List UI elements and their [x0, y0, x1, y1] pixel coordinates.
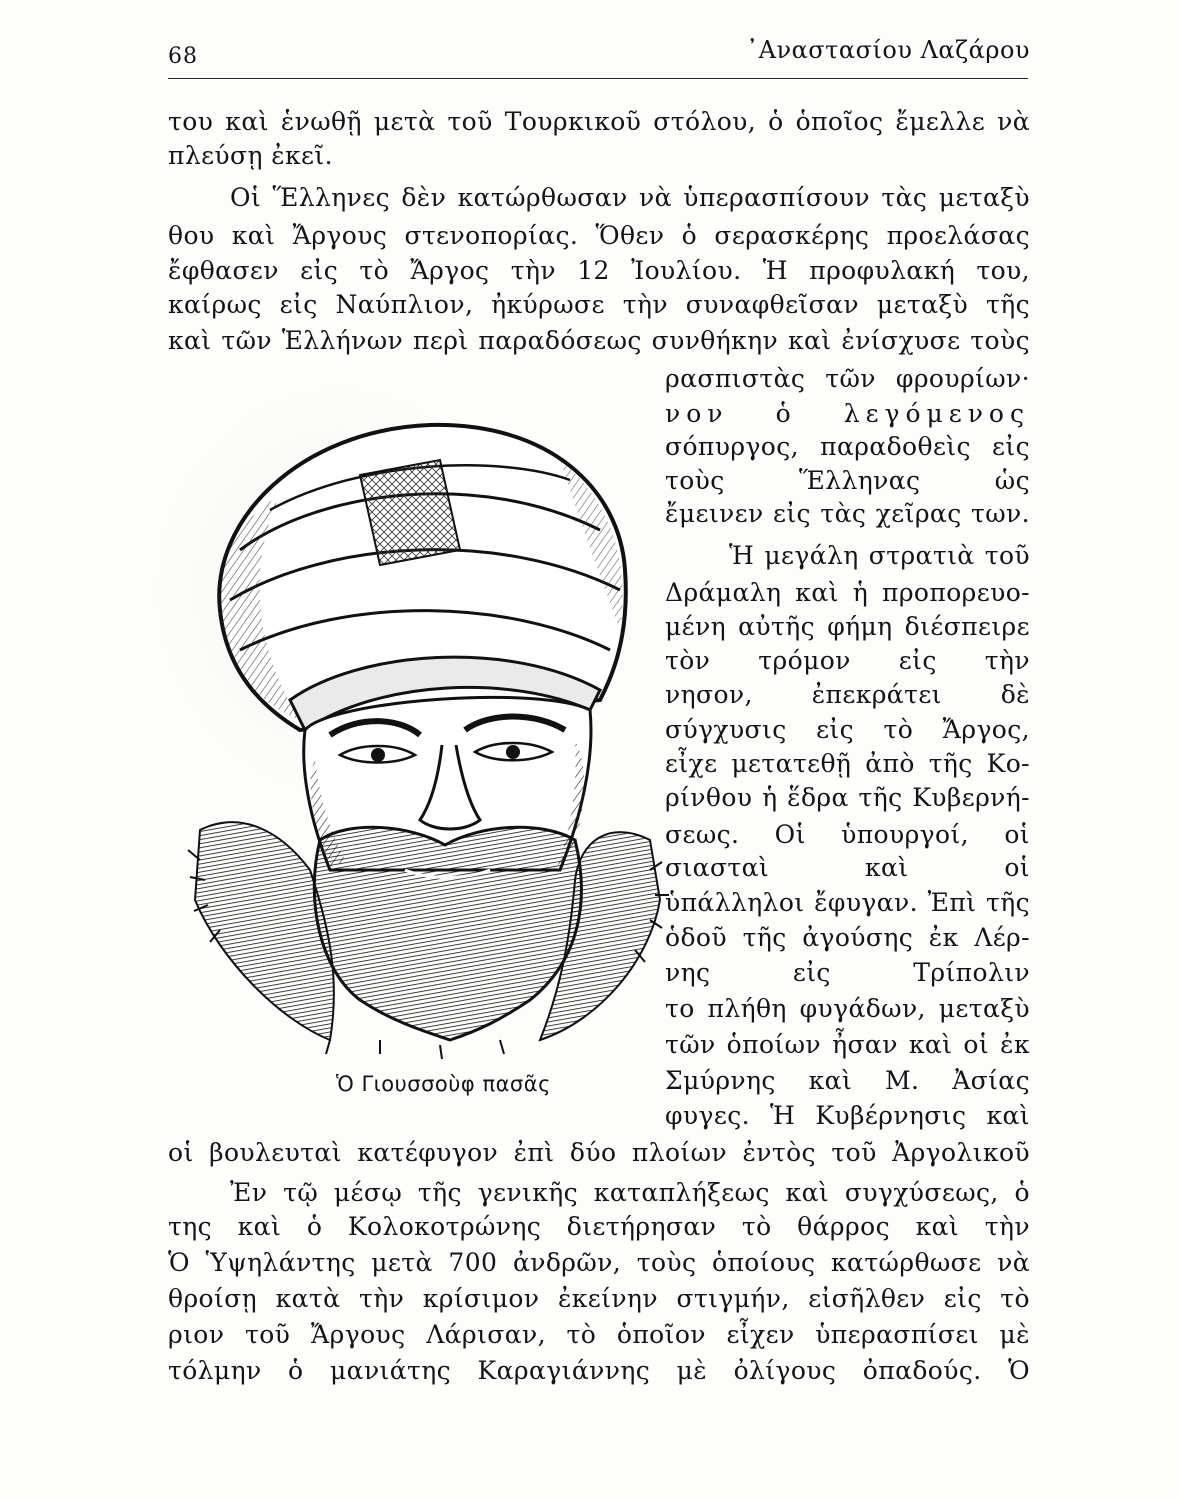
body-line: του καὶ ἑνωθῇ μετὰ τοῦ Τουρκικοῦ στόλου, ὁ ὁποῖος ἔμελλε νὰ [168, 107, 1030, 136]
body-line: τὸν τρόμον εἰς τὴν [665, 646, 1030, 675]
body-line: ρασπιστὰς τῶν φρουρίων· [665, 364, 1030, 393]
body-line: ὑπάλληλοι ἔφυγαν. Ἐπὶ τῆς [665, 888, 1030, 917]
body-line: σιασταὶ καὶ οἱ [665, 853, 1030, 882]
body-line: τόλμην ὁ μανιάτης Καραγιάννης μὲ ὀλίγους ὀπαδούς. Ὁ [168, 1356, 1030, 1385]
body-line: θροίσῃ κατὰ τὴν κρίσιμον ἐκείνην στιγμήν, εἰσῆλθεν εἰς τὸ [168, 1284, 1030, 1313]
body-line: ὁδοῦ τῆς ἀγούσης ἐκ Λέρ- [665, 923, 1030, 952]
body-line: τοὺς Ἕλληνας ὡς [665, 466, 1030, 495]
body-line: τῶν ὁποίων ἦσαν καὶ οἱ ἐκ [665, 1030, 1030, 1059]
body-line: ἔμεινεν εἰς τὰς χεῖρας των. [665, 499, 1030, 528]
turbaned-portrait-icon [180, 400, 670, 1060]
body-line: Ἐν τῷ μέσῳ τῆς γενικῆς καταπλήξεως καὶ συγχύσεως, ὁ [230, 1178, 1030, 1207]
body-line: σεως. Οἱ ὑπουργοί, οἱ [665, 820, 1030, 849]
body-line: ρίνθου ἡ ἕδρα τῆς Κυβερνή- [665, 783, 1030, 812]
page-number: 68 [168, 44, 198, 69]
body-line: σόπυργος, παραδοθεὶς εἰς [665, 432, 1030, 461]
body-line: Δράμαλη καὶ ἡ προπορευο- [665, 578, 1030, 607]
body-line: πλεύσῃ ἐκεῖ. [168, 141, 333, 170]
body-line: νον ὁ λεγόμενος [665, 399, 1030, 428]
body-line: το πλήθη φυγάδων, μεταξὺ [665, 994, 1030, 1023]
figure-caption: Ὁ Γιουσσοὺφ πασᾶς [336, 1072, 551, 1096]
body-line: εἶχε μετατεθῇ ἀπὸ τῆς Κο- [665, 749, 1030, 778]
body-line: ριον τοῦ Ἄργους Λάρισαν, τὸ ὁποῖον εἶχεν ὑπερασπίσει μὲ [168, 1320, 1030, 1349]
body-line: μένη αὐτῆς φήμη διέσπειρε [665, 612, 1030, 641]
body-line: της καὶ ὁ Κολοκοτρώνης διετήρησαν τὸ θάρρος καὶ τὴν [168, 1212, 1030, 1241]
body-line: νησον, ἐπεκράτει δὲ [665, 680, 1030, 709]
running-title: ᾿Αναστασίου Λαζάρου [746, 36, 1030, 64]
body-line: Οἱ Ἕλληνες δὲν κατώρθωσαν νὰ ὑπερασπίσουν τὰς μεταξὺ [230, 183, 1030, 212]
body-line: Ἡ μεγάλη στρατιὰ τοῦ [729, 541, 1030, 570]
body-line: σύγχυσις εἰς τὸ Ἄργος, [665, 715, 1030, 744]
header-rule [168, 78, 1028, 79]
portrait-figure [180, 400, 670, 1060]
body-line: θου καὶ Ἄργους στενοπορίας. Ὅθεν ὁ σερασκέρης προελάσας [168, 221, 1030, 250]
body-line: φυγες. Ἡ Κυβέρνησις καὶ [665, 1101, 1030, 1130]
body-line: οἱ βουλευταὶ κατέφυγον ἐπὶ δύο πλοίων ἐντὸς τοῦ Ἀργολικοῦ [168, 1138, 1030, 1167]
body-line: καίρως εἰς Ναύπλιον, ἠκύρωσε τὴν συναφθεῖσαν μεταξὺ τῆς [168, 290, 1030, 319]
body-line: καὶ τῶν Ἑλλήνων περὶ παραδόσεως συνθήκην καὶ ἐνίσχυσε τοὺς [168, 326, 1030, 355]
body-line: ἔφθασεν εἰς τὸ Ἄργος τὴν 12 Ἰουλίου. Ἡ προφυλακή του, [168, 256, 1030, 285]
body-line: Ὁ Ὑψηλάντης μετὰ 700 ἀνδρῶν, τοὺς ὁποίους κατώρθωσε νὰ [168, 1248, 1030, 1277]
body-line: Σμύρνης καὶ Μ. Ἀσίας [665, 1066, 1030, 1095]
body-line: νης εἰς Τρίπολιν [665, 958, 1030, 987]
